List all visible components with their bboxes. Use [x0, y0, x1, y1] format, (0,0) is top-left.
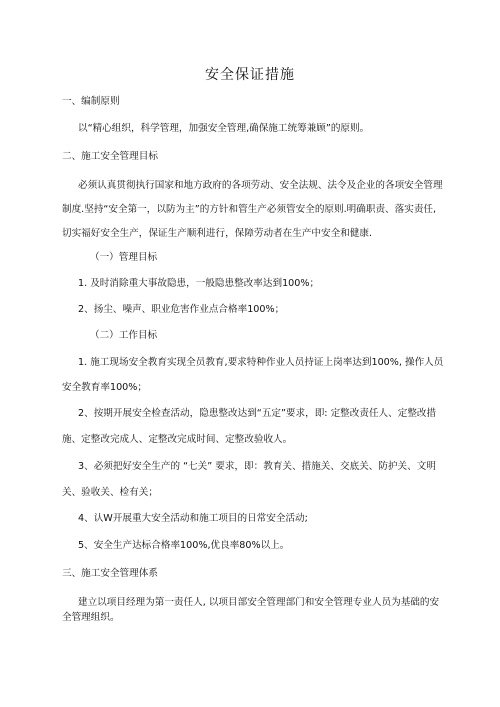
management-goal-item-1: 1. 及时消除重大事故隐患，一般隐患整改率达到100%； [78, 278, 320, 289]
section-heading-goals: 二、施工安全管理目标 [62, 151, 158, 162]
work-goal-item-5: 5、安全生产达标合格率100%,优良率80%以上。 [78, 540, 290, 551]
system-text-line-2: 全管理组织。 [62, 612, 120, 623]
document-title: 安全保证措施 [205, 67, 295, 83]
subheading-management-goals: （一）管理目标 [90, 252, 158, 263]
work-goal-item-3-line-1: 3、必须把好安全生产的 “七关” 要求，即：教育关、措施关、交底关、防护关、文明 [78, 461, 436, 472]
goals-paragraph-line-1: 必须认真贯彻执行国家和地方政府的各项劳动、安全法规、法令及企业的各项安全管理 [78, 180, 443, 191]
section-heading-principles: 一、编制原则 [62, 96, 120, 107]
management-goal-item-2: 2、扬尘、噪声、职业危害作业点合格率100%； [78, 304, 285, 315]
principles-text: 以“精心组织，科学管理，加强安全管理,确保施工统筹兼顾”的原则。 [78, 123, 370, 134]
goals-paragraph-line-2: 制度.坚持“安全第一，以防为主”的方针和管生产必须管安全的原则.明确职责、落实责任, [62, 204, 437, 215]
work-goal-item-3-line-2: 关、验收关、检有关； [62, 487, 158, 498]
system-text-line-1: 建立以项目经理为第一责任人, 以项目部安全管理部门和安全管理专业人员为基础的安 [78, 597, 440, 608]
work-goal-item-1-line-2: 安全教育率100%； [62, 382, 147, 393]
work-goal-item-1-line-1: 1. 施工现场安全教育实现全员教育,要求特种作业人员持证上岗率达到100%, 操作人员 [78, 357, 444, 368]
section-heading-system: 三、施工安全管理体系 [62, 568, 158, 579]
work-goal-item-2-line-2: 施、定整改完成人、定整改完成时间、定整改验收人。 [62, 434, 293, 445]
subheading-work-goals: （二）工作目标 [90, 330, 158, 341]
work-goal-item-2-line-1: 2、按期开展安全检查活动，隐患整改达到“五定”要求，即: 定整改责任人、定整改措 [78, 408, 437, 419]
goals-paragraph-line-3: 切实福好安全生产，保证生产顺利进行，保障劳动者在生产中安全和健康. [62, 228, 373, 239]
work-goal-item-4: 4、认W开展重大安全活动和施工项目的日常安全活动; [78, 513, 308, 524]
